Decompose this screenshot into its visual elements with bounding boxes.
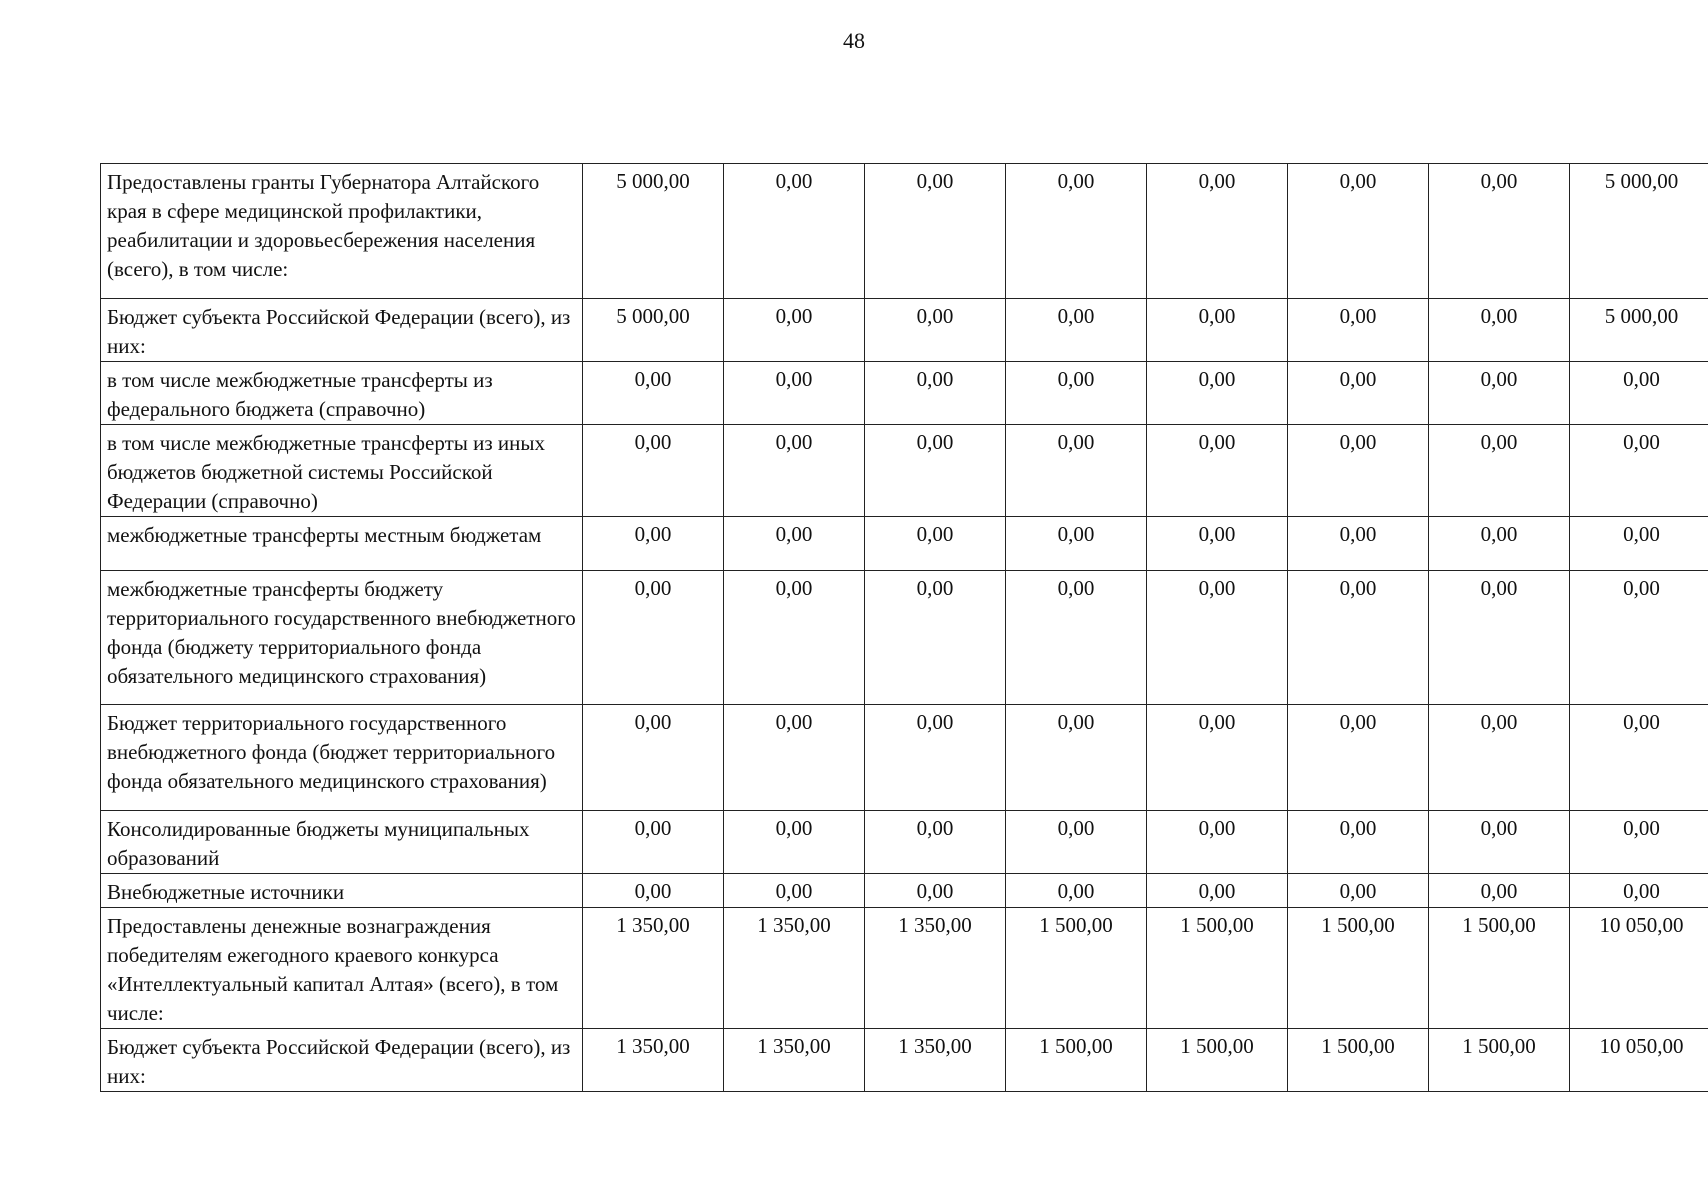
row-value: 0,00 [1429, 517, 1570, 571]
table-row [101, 362, 1708, 425]
row-total-value: 10 050,00 [1570, 908, 1708, 1029]
row-label: Бюджет субъекта Российской Федерации (всего), из них: [101, 299, 583, 362]
row-value: 0,00 [1288, 425, 1429, 517]
row-value: 1 500,00 [1147, 1029, 1288, 1092]
row-value: 1 500,00 [1429, 908, 1570, 1029]
row-value: 0,00 [1288, 874, 1429, 908]
row-value: 0,00 [865, 517, 1006, 571]
row-value: 0,00 [1288, 811, 1429, 874]
row-value: 0,00 [1429, 571, 1570, 705]
row-value: 0,00 [1147, 705, 1288, 811]
row-value: 0,00 [865, 811, 1006, 874]
row-total-value: 5 000,00 [1570, 299, 1708, 362]
row-value: 1 350,00 [865, 1029, 1006, 1092]
row-label: Внебюджетные источники [101, 874, 583, 908]
row-value: 0,00 [583, 425, 724, 517]
row-value: 1 500,00 [1006, 1029, 1147, 1092]
table-row [101, 908, 1708, 1029]
row-value: 0,00 [583, 362, 724, 425]
row-label: Консолидированные бюджеты муниципальных образований [101, 811, 583, 874]
row-value: 0,00 [865, 164, 1006, 299]
row-label: межбюджетные трансферты местным бюджетам [101, 517, 583, 571]
table-row [101, 299, 1708, 362]
table-row [101, 164, 1708, 299]
row-value: 0,00 [724, 164, 865, 299]
row-label: межбюджетные трансферты бюджету территориального государственного внебюджетного фонда (бюджету территориального фонда обязательного медицинского страхования) [101, 571, 583, 705]
row-value: 0,00 [583, 874, 724, 908]
budget-table-body [101, 164, 1708, 1092]
row-label: в том числе межбюджетные трансферты из федерального бюджета (справочно) [101, 362, 583, 425]
row-value: 0,00 [724, 517, 865, 571]
row-value: 0,00 [1147, 517, 1288, 571]
row-value: 0,00 [1429, 164, 1570, 299]
row-total-value: 0,00 [1570, 425, 1708, 517]
table-row [101, 705, 1708, 811]
row-label: Предоставлены денежные вознаграждения победителям ежегодного краевого конкурса «Интеллектуальный капитал Алтая» (всего), в том числе: [101, 908, 583, 1029]
row-value: 0,00 [1147, 299, 1288, 362]
row-value: 0,00 [865, 705, 1006, 811]
row-value: 0,00 [1006, 874, 1147, 908]
row-total-value: 0,00 [1570, 705, 1708, 811]
row-value: 0,00 [1429, 874, 1570, 908]
row-value: 0,00 [724, 571, 865, 705]
row-total-value: 0,00 [1570, 571, 1708, 705]
row-value: 1 500,00 [1147, 908, 1288, 1029]
row-value: 0,00 [1006, 811, 1147, 874]
row-value: 5 000,00 [583, 164, 724, 299]
row-value: 1 350,00 [724, 1029, 865, 1092]
row-value: 1 350,00 [583, 1029, 724, 1092]
row-value: 0,00 [865, 362, 1006, 425]
row-value: 0,00 [1147, 164, 1288, 299]
row-value: 0,00 [583, 517, 724, 571]
row-value: 0,00 [1006, 571, 1147, 705]
row-value: 0,00 [865, 425, 1006, 517]
row-value: 0,00 [1288, 164, 1429, 299]
row-value: 0,00 [724, 299, 865, 362]
row-value: 0,00 [1147, 874, 1288, 908]
row-value: 1 350,00 [583, 908, 724, 1029]
row-value: 0,00 [1006, 362, 1147, 425]
row-value: 0,00 [1006, 425, 1147, 517]
row-total-value: 5 000,00 [1570, 164, 1708, 299]
row-total-value: 0,00 [1570, 874, 1708, 908]
row-value: 0,00 [1288, 362, 1429, 425]
row-value: 0,00 [1147, 425, 1288, 517]
row-value: 0,00 [865, 571, 1006, 705]
budget-table [100, 163, 1708, 1092]
row-value: 5 000,00 [583, 299, 724, 362]
row-value: 1 350,00 [865, 908, 1006, 1029]
row-value: 0,00 [724, 705, 865, 811]
row-value: 1 500,00 [1006, 908, 1147, 1029]
row-value: 0,00 [1429, 811, 1570, 874]
row-value: 1 350,00 [724, 908, 865, 1029]
row-value: 0,00 [1288, 299, 1429, 362]
page-number: 48 [843, 28, 865, 53]
table-row [101, 811, 1708, 874]
row-value: 0,00 [583, 811, 724, 874]
row-value: 0,00 [1006, 517, 1147, 571]
row-value: 1 500,00 [1288, 1029, 1429, 1092]
row-value: 0,00 [1429, 299, 1570, 362]
row-total-value: 0,00 [1570, 811, 1708, 874]
row-value: 0,00 [724, 362, 865, 425]
row-value: 0,00 [583, 571, 724, 705]
row-value: 0,00 [1147, 811, 1288, 874]
row-value: 0,00 [1288, 517, 1429, 571]
row-value: 1 500,00 [1288, 908, 1429, 1029]
row-total-value: 0,00 [1570, 517, 1708, 571]
table-row [101, 1029, 1708, 1092]
row-value: 0,00 [724, 811, 865, 874]
row-value: 0,00 [1147, 362, 1288, 425]
row-total-value: 0,00 [1570, 362, 1708, 425]
row-value: 0,00 [1429, 705, 1570, 811]
row-value: 0,00 [1006, 705, 1147, 811]
row-value: 1 500,00 [1429, 1029, 1570, 1092]
row-label: Бюджет субъекта Российской Федерации (всего), из них: [101, 1029, 583, 1092]
row-value: 0,00 [1288, 705, 1429, 811]
row-label: Бюджет территориального государственного внебюджетного фонда (бюджет территориального фонда обязательного медицинского страхования) [101, 705, 583, 811]
row-value: 0,00 [1429, 425, 1570, 517]
row-value: 0,00 [1147, 571, 1288, 705]
table-row [101, 571, 1708, 705]
table-row [101, 874, 1708, 908]
row-value: 0,00 [1429, 362, 1570, 425]
row-value: 0,00 [724, 874, 865, 908]
row-value: 0,00 [1288, 571, 1429, 705]
row-label: в том числе межбюджетные трансферты из иных бюджетов бюджетной системы Российской Федерации (справочно) [101, 425, 583, 517]
table-row [101, 517, 1708, 571]
table-row [101, 425, 1708, 517]
row-value: 0,00 [865, 874, 1006, 908]
row-value: 0,00 [583, 705, 724, 811]
row-value: 0,00 [1006, 164, 1147, 299]
row-value: 0,00 [865, 299, 1006, 362]
row-value: 0,00 [1006, 299, 1147, 362]
row-total-value: 10 050,00 [1570, 1029, 1708, 1092]
row-label: Предоставлены гранты Губернатора Алтайского края в сфере медицинской профилактики, реабилитации и здоровьесбережения населения (всего), в том числе: [101, 164, 583, 299]
row-value: 0,00 [724, 425, 865, 517]
